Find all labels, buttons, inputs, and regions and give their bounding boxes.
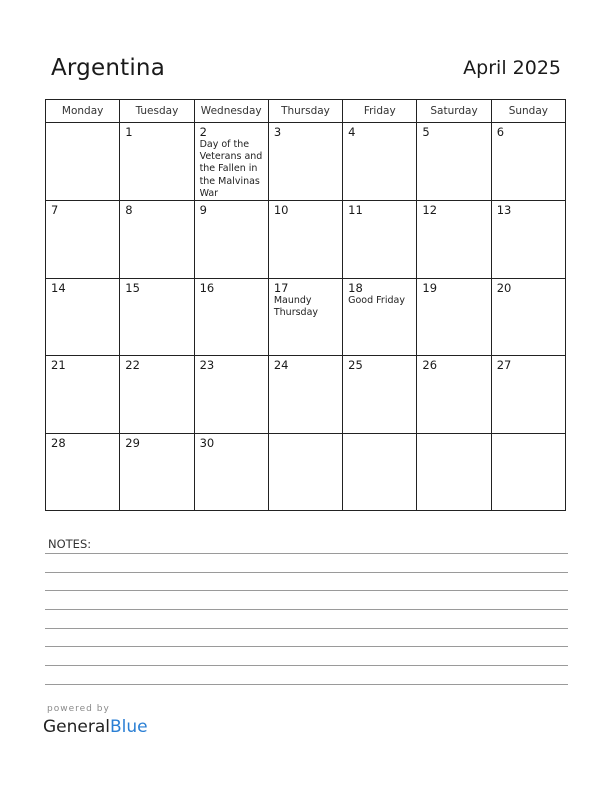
day-number: 13: [496, 203, 512, 218]
day-number: 2: [199, 125, 207, 139]
day-cell: [120, 123, 194, 201]
day-number: [492, 434, 565, 436]
brand-general-text: General: [43, 717, 110, 737]
note-line: [45, 609, 568, 610]
day-number: [269, 434, 342, 436]
day-number: [343, 434, 416, 436]
weekday-tuesday: Tuesday: [120, 100, 194, 123]
note-line: [45, 628, 568, 629]
brand-logo[interactable]: [43, 716, 148, 738]
day-number: 10: [273, 203, 289, 218]
note-line: [45, 590, 568, 591]
holiday-label: Good Friday: [348, 294, 405, 306]
day-number: 30: [199, 435, 215, 450]
month-title: April 2025: [463, 57, 561, 79]
page-title: Argentina: [51, 55, 165, 81]
day-cell: [343, 201, 417, 278]
day-cell: [194, 278, 268, 355]
day-number: 16: [199, 280, 215, 295]
day-number: 14: [51, 280, 66, 295]
day-number: 18: [348, 280, 363, 295]
day-number: 5: [422, 125, 430, 139]
day-cell: [46, 356, 120, 433]
week-row: [46, 123, 566, 201]
week-row: [46, 433, 566, 510]
day-cell: [46, 201, 120, 278]
powered-by-label: powered by: [47, 704, 110, 714]
day-cell: [194, 356, 268, 433]
day-cell: [194, 123, 268, 201]
day-number: 28: [51, 435, 66, 450]
day-number: 17: [273, 280, 289, 295]
day-number: 23: [199, 358, 215, 373]
day-number: 15: [125, 280, 140, 295]
day-cell: [417, 433, 491, 510]
day-cell: [268, 278, 342, 355]
weekday-sunday: Sunday: [491, 100, 565, 123]
day-cell: [491, 433, 565, 510]
day-cell: [343, 433, 417, 510]
week-row: [46, 356, 566, 433]
weekday-thursday: Thursday: [268, 100, 342, 123]
day-cell: [46, 433, 120, 510]
day-cell: [417, 356, 491, 433]
day-number: 27: [496, 358, 512, 373]
notes-label: NOTES:: [48, 537, 92, 551]
day-cell: [417, 278, 491, 355]
week-row: [46, 201, 566, 278]
weekday-friday: Friday: [343, 100, 417, 123]
day-cell: [268, 123, 342, 201]
day-cell: [343, 123, 417, 201]
note-line: [45, 684, 568, 685]
day-number: 11: [348, 203, 363, 218]
day-cell: [343, 356, 417, 433]
holiday-label: Maundy Thursday: [273, 294, 319, 318]
day-cell: [417, 201, 491, 278]
day-cell: [491, 278, 565, 355]
day-cell: [343, 278, 417, 355]
day-number: 26: [422, 358, 438, 373]
day-cell: [491, 123, 565, 201]
day-number: 9: [199, 203, 207, 218]
weekday-monday: Monday: [46, 100, 120, 123]
day-number: 29: [125, 435, 140, 450]
week-row: [46, 278, 566, 355]
day-number: 12: [422, 203, 438, 218]
day-number: 6: [496, 125, 505, 139]
day-cell: [120, 356, 194, 433]
day-number: 3: [273, 125, 282, 139]
day-number: 7: [51, 203, 59, 218]
weekday-wednesday: Wednesday: [194, 100, 268, 123]
day-cell: [268, 433, 342, 510]
day-cell: [491, 201, 565, 278]
day-cell: [46, 278, 120, 355]
day-number: 8: [125, 203, 133, 218]
day-number: 21: [51, 358, 66, 373]
note-line: [45, 572, 568, 573]
weekday-header-row: [46, 100, 566, 123]
day-cell: [194, 201, 268, 278]
day-number: 19: [422, 280, 438, 295]
day-number: [46, 123, 119, 125]
day-cell: [268, 356, 342, 433]
day-number: 25: [348, 358, 363, 373]
note-line: [45, 665, 568, 666]
day-number: 22: [125, 358, 140, 373]
day-cell: [417, 123, 491, 201]
day-number: 24: [273, 358, 289, 373]
day-cell: [491, 356, 565, 433]
day-cell: [194, 433, 268, 510]
day-cell: [268, 201, 342, 278]
weekday-saturday: Saturday: [417, 100, 491, 123]
day-number: 20: [496, 280, 512, 295]
day-cell: [120, 278, 194, 355]
note-line: [45, 553, 568, 554]
day-number: 1: [125, 125, 133, 139]
calendar-grid: [45, 99, 566, 511]
day-cell: [120, 201, 194, 278]
day-number: 4: [348, 125, 356, 139]
day-number: [417, 434, 490, 436]
note-line: [45, 646, 568, 647]
brand-blue-text: Blue: [110, 717, 148, 737]
day-cell: [120, 433, 194, 510]
holiday-label: Day of the Veterans and the Fallen in the Malvinas War: [199, 139, 263, 199]
day-cell: [46, 123, 120, 201]
